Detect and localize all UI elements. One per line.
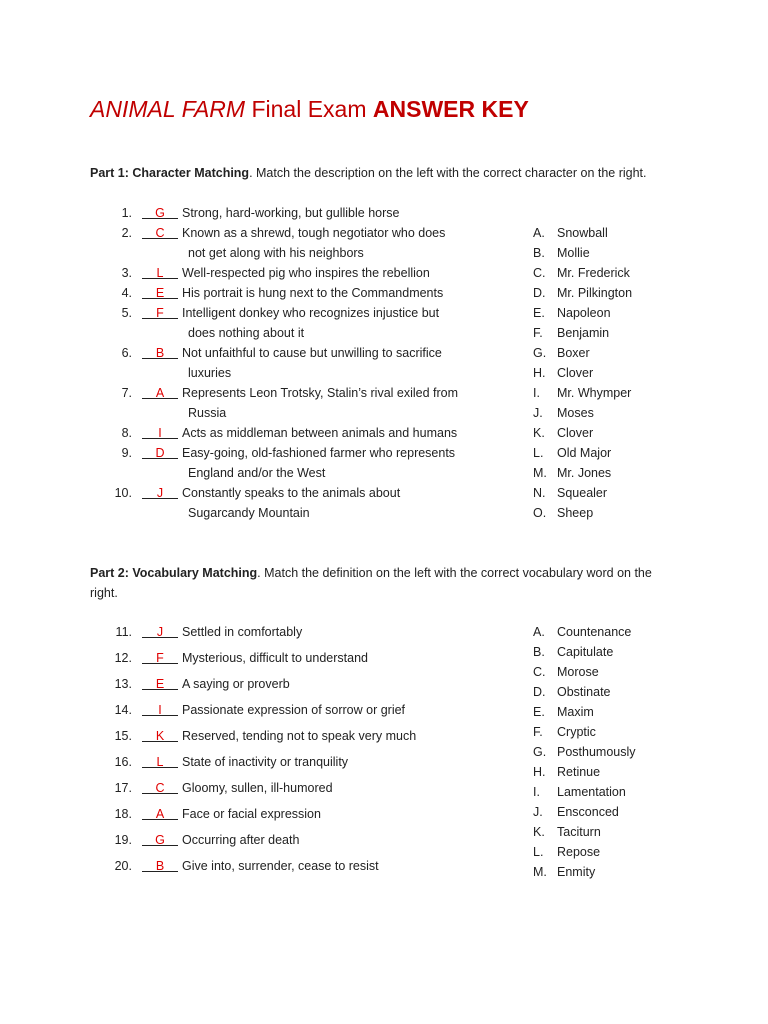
- option-letter: L.: [533, 446, 544, 460]
- option-letter: J.: [533, 406, 543, 420]
- option-row: [533, 403, 733, 423]
- option-text: Napoleon: [557, 306, 611, 320]
- vocab-word: Ensconced: [557, 805, 619, 819]
- spacer: [138, 363, 188, 383]
- option-letter: A.: [533, 226, 545, 240]
- definition-text: A saying or proverb: [182, 677, 290, 691]
- question-number: 6.: [121, 346, 132, 360]
- option-row: [533, 443, 733, 463]
- vocab-row: [90, 804, 470, 824]
- option-row: [533, 223, 733, 243]
- part2-instruction: . Match the definition on the left with the correct vocabulary word on the right.: [90, 566, 652, 600]
- question-text: His portrait is hung next to the Commandments: [182, 286, 444, 300]
- answer-blank: A: [138, 804, 182, 824]
- question-number: [90, 403, 138, 423]
- option-row: [533, 283, 733, 303]
- question-text: Intelligent donkey who recognizes injustice but: [182, 306, 440, 320]
- option-row: [533, 383, 733, 403]
- question-text: Not unfaithful to cause but unwilling to sacrifice: [182, 346, 442, 360]
- answer-blank: F: [138, 303, 182, 323]
- answer-blank: D: [138, 443, 182, 463]
- question-row: [90, 443, 470, 463]
- part2-options: [533, 622, 733, 882]
- definition-text: Reserved, tending not to speak very much: [182, 729, 417, 743]
- spacer: [138, 463, 188, 483]
- option-letter: N.: [533, 486, 546, 500]
- option-text: Clover: [557, 426, 594, 440]
- question-number: 4.: [121, 286, 132, 300]
- option-text: Mr. Whymper: [557, 386, 632, 400]
- question-number: [90, 503, 138, 523]
- question-text: Acts as middleman between animals and humans: [182, 426, 458, 440]
- vocab-option-row: [533, 802, 733, 822]
- option-text: Sheep: [557, 506, 594, 520]
- option-row: [533, 363, 733, 383]
- option-letter: K.: [533, 825, 545, 839]
- vocab-word: Taciturn: [557, 825, 601, 839]
- spacer: [138, 323, 188, 343]
- definition-text: State of inactivity or tranquility: [182, 755, 349, 769]
- spacer: [138, 503, 188, 523]
- option-letter: K.: [533, 426, 545, 440]
- definition-text: Face or facial expression: [182, 807, 321, 821]
- answer-blank: F: [138, 648, 182, 668]
- question-text: luxuries: [188, 366, 232, 380]
- option-letter: F.: [533, 725, 543, 739]
- vocab-row: [90, 700, 470, 720]
- question-text: Known as a shrewd, tough negotiator who does: [182, 226, 446, 240]
- option-row: [533, 483, 733, 503]
- option-letter: I.: [533, 386, 540, 400]
- vocab-row: [90, 830, 470, 850]
- option-row: [533, 263, 733, 283]
- option-letter: H.: [533, 366, 546, 380]
- vocab-option-row: [533, 682, 733, 702]
- question-row: [90, 463, 470, 483]
- vocab-row: [90, 726, 470, 746]
- vocab-row: [90, 648, 470, 668]
- question-row: [90, 483, 470, 503]
- option-row: [533, 463, 733, 483]
- definition-text: Gloomy, sullen, ill-humored: [182, 781, 333, 795]
- question-number: 1.: [121, 206, 132, 220]
- option-letter: D.: [533, 286, 546, 300]
- question-number: 10.: [114, 486, 132, 500]
- option-letter: D.: [533, 685, 546, 699]
- part1-instruction: . Match the description on the left with the correct character on the right.: [249, 166, 647, 180]
- option-text: Mr. Jones: [557, 466, 612, 480]
- question-row: [90, 303, 470, 323]
- vocab-option-row: [533, 622, 733, 642]
- part1-label: Part 1: Character Matching: [90, 166, 250, 180]
- definition-text: Mysterious, difficult to understand: [182, 651, 368, 665]
- vocab-option-row: [533, 702, 733, 722]
- vocab-word: Retinue: [557, 765, 601, 779]
- vocab-option-row: [533, 822, 733, 842]
- part2-instructions: [90, 563, 680, 603]
- vocab-option-row: [533, 782, 733, 802]
- question-number: 13.: [114, 677, 132, 691]
- answer-blank: J: [138, 483, 182, 503]
- answer-blank: L: [138, 263, 182, 283]
- answer-blank: L: [138, 752, 182, 772]
- option-row: [533, 243, 733, 263]
- option-letter: L.: [533, 845, 544, 859]
- vocab-option-row: [533, 662, 733, 682]
- answer-blank: G: [138, 203, 182, 223]
- question-text: Sugarcandy Mountain: [188, 506, 310, 520]
- part2-label: Part 2: Vocabulary Matching: [90, 566, 258, 580]
- answer-blank: E: [138, 283, 182, 303]
- question-number: 17.: [114, 781, 132, 795]
- option-row: [533, 423, 733, 443]
- answer-blank: G: [138, 830, 182, 850]
- option-letter: B.: [533, 645, 545, 659]
- question-number: 20.: [114, 859, 132, 873]
- vocab-word: Posthumously: [557, 745, 636, 759]
- question-number: 18.: [114, 807, 132, 821]
- question-text: Constantly speaks to the animals about: [182, 486, 401, 500]
- vocab-word: Maxim: [557, 705, 594, 719]
- question-number: 12.: [114, 651, 132, 665]
- option-text: Benjamin: [557, 326, 610, 340]
- question-number: 19.: [114, 833, 132, 847]
- vocab-option-row: [533, 642, 733, 662]
- definition-text: Give into, surrender, cease to resist: [182, 859, 379, 873]
- vocab-word: Countenance: [557, 625, 632, 639]
- vocab-word: Cryptic: [557, 725, 596, 739]
- answer-blank: B: [138, 343, 182, 363]
- answer-blank: I: [138, 700, 182, 720]
- answer-blank: A: [138, 383, 182, 403]
- question-number: 5.: [121, 306, 132, 320]
- option-text: Clover: [557, 366, 594, 380]
- answer-blank: E: [138, 674, 182, 694]
- question-number: 9.: [121, 446, 132, 460]
- question-text: Represents Leon Trotsky, Stalin’s rival exiled from: [182, 386, 459, 400]
- question-number: 2.: [121, 226, 132, 240]
- vocab-row: [90, 778, 470, 798]
- part1-instructions: [90, 163, 680, 183]
- answer-blank: B: [138, 856, 182, 876]
- title-middle: Final Exam: [245, 96, 373, 122]
- option-text: Snowball: [557, 226, 608, 240]
- question-number: [90, 243, 138, 263]
- option-text: Mollie: [557, 246, 590, 260]
- option-letter: C.: [533, 266, 546, 280]
- question-number: 3.: [121, 266, 132, 280]
- option-text: Boxer: [557, 346, 590, 360]
- vocab-word: Enmity: [557, 865, 596, 879]
- question-text: does nothing about it: [188, 326, 305, 340]
- question-number: 15.: [114, 729, 132, 743]
- option-letter: M.: [533, 466, 547, 480]
- option-letter: F.: [533, 326, 543, 340]
- vocab-row: [90, 622, 470, 642]
- option-letter: G.: [533, 346, 547, 360]
- vocab-option-row: [533, 722, 733, 742]
- answer-blank: C: [138, 778, 182, 798]
- vocab-word: Obstinate: [557, 685, 611, 699]
- option-letter: I.: [533, 785, 540, 799]
- option-text: Mr. Frederick: [557, 266, 630, 280]
- question-number: [90, 463, 138, 483]
- question-number: [90, 323, 138, 343]
- option-text: Mr. Pilkington: [557, 286, 633, 300]
- vocab-row: [90, 752, 470, 772]
- question-number: 8.: [121, 426, 132, 440]
- question-row: [90, 323, 470, 343]
- option-letter: C.: [533, 665, 546, 679]
- question-number: [90, 363, 138, 383]
- answer-blank: J: [138, 622, 182, 642]
- option-letter: E.: [533, 306, 545, 320]
- part1-options: [533, 223, 733, 523]
- question-row: [90, 203, 470, 223]
- question-text: Well-respected pig who inspires the rebellion: [182, 266, 430, 280]
- vocab-word: Lamentation: [557, 785, 626, 799]
- option-row: [533, 503, 733, 523]
- vocab-option-row: [533, 742, 733, 762]
- vocab-option-row: [533, 842, 733, 862]
- option-text: Old Major: [557, 446, 612, 460]
- answer-blank: I: [138, 423, 182, 443]
- option-text: Squealer: [557, 486, 608, 500]
- option-letter: E.: [533, 705, 545, 719]
- option-row: [533, 303, 733, 323]
- definition-text: Passionate expression of sorrow or grief: [182, 703, 406, 717]
- question-row: [90, 243, 470, 263]
- answer-blank: K: [138, 726, 182, 746]
- part2-items: [90, 622, 470, 882]
- question-row: [90, 403, 470, 423]
- spacer: [138, 403, 188, 423]
- spacer: [138, 243, 188, 263]
- option-letter: A.: [533, 625, 545, 639]
- vocab-word: Repose: [557, 845, 601, 859]
- option-letter: J.: [533, 805, 543, 819]
- title-book: ANIMAL FARM: [90, 96, 246, 122]
- definition-text: Settled in comfortably: [182, 625, 303, 639]
- option-row: [533, 343, 733, 363]
- vocab-row: [90, 674, 470, 694]
- question-row: [90, 423, 470, 443]
- question-row: [90, 503, 470, 523]
- vocab-word: Capitulate: [557, 645, 614, 659]
- vocab-row: [90, 856, 470, 876]
- option-letter: M.: [533, 865, 547, 879]
- part1-items: [90, 203, 470, 523]
- option-letter: B.: [533, 246, 545, 260]
- question-row: [90, 283, 470, 303]
- question-number: 7.: [121, 386, 132, 400]
- option-letter: H.: [533, 765, 546, 779]
- question-text: Strong, hard-working, but gullible horse: [182, 206, 400, 220]
- option-row: [533, 323, 733, 343]
- option-text: Moses: [557, 406, 594, 420]
- option-letter: O.: [533, 506, 547, 520]
- question-number: 11.: [115, 625, 132, 639]
- vocab-word: Morose: [557, 665, 599, 679]
- vocab-option-row: [533, 862, 733, 882]
- definition-text: Occurring after death: [182, 833, 300, 847]
- question-text: Russia: [188, 406, 227, 420]
- question-number: 14.: [114, 703, 132, 717]
- question-text: Easy-going, old-fashioned farmer who represents: [182, 446, 456, 460]
- vocab-option-row: [533, 762, 733, 782]
- page-title: [90, 96, 529, 123]
- answer-blank: C: [138, 223, 182, 243]
- question-row: [90, 363, 470, 383]
- question-number: 16.: [114, 755, 132, 769]
- question-row: [90, 223, 470, 243]
- question-text: not get along with his neighbors: [188, 246, 364, 260]
- question-row: [90, 263, 470, 283]
- question-row: [90, 383, 470, 403]
- title-answer-key: ANSWER KEY: [372, 96, 529, 122]
- question-row: [90, 343, 470, 363]
- option-letter: G.: [533, 745, 547, 759]
- question-text: England and/or the West: [188, 466, 326, 480]
